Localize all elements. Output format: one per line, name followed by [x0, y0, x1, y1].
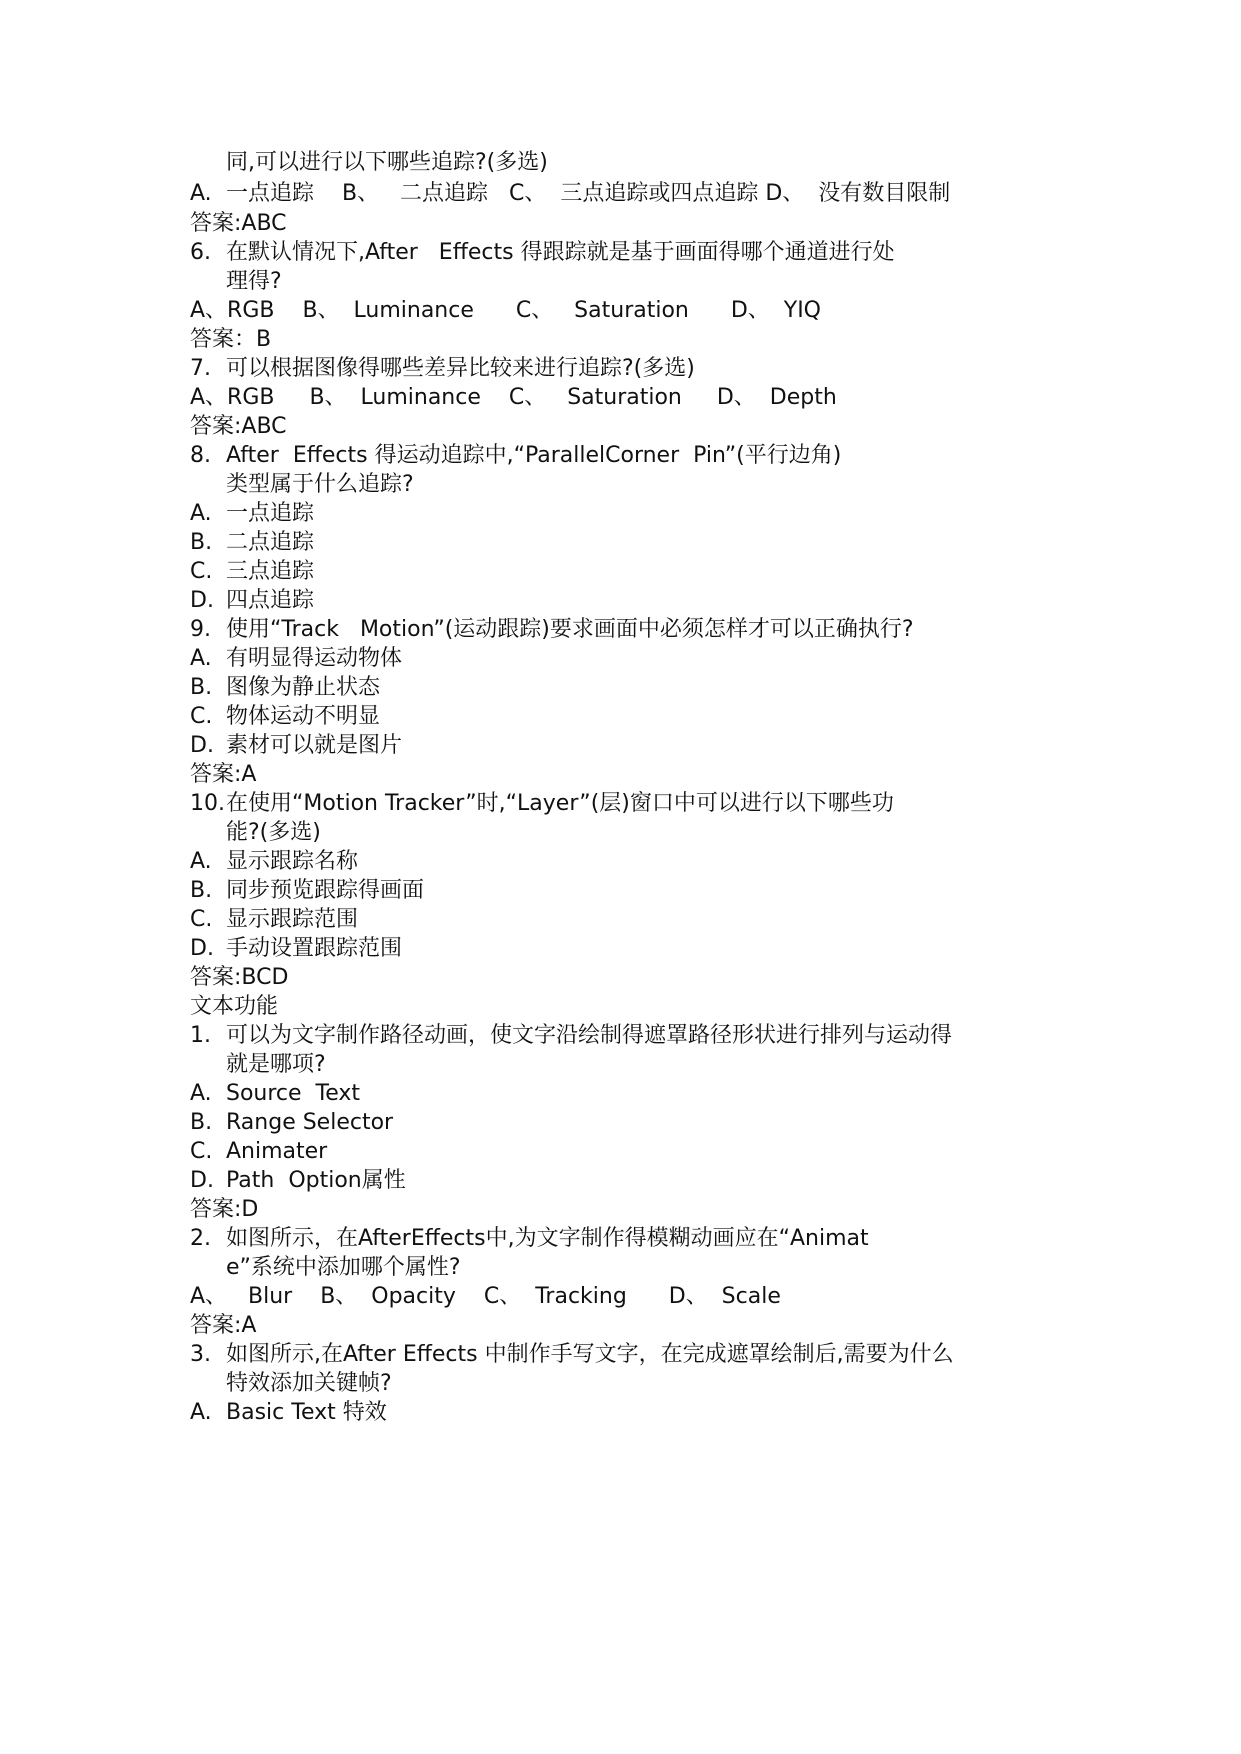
- option-text: 四点追踪: [226, 588, 315, 613]
- question-text: 如图所示,在After Effects 中制作手写文字，在完成遮罩绘制后,需要为什么: [226, 1342, 954, 1367]
- question-number: 1.: [190, 1023, 211, 1048]
- text-line: 同,可以进行以下哪些追踪?(多选): [226, 150, 548, 175]
- option-marker: A.: [190, 1400, 212, 1425]
- question-number: 7.: [190, 356, 211, 381]
- option-marker: D.: [190, 1168, 214, 1193]
- option-text: Source Text: [226, 1081, 361, 1106]
- question-text: 如图所示，在AfterEffects中,为文字制作得模糊动画应在“Animat: [226, 1226, 869, 1251]
- answer-line: 答案:ABC: [190, 211, 287, 236]
- options-row: 一点追踪 B、 二点追踪 C、 三点追踪或四点追踪 D、 没有数目限制: [226, 181, 951, 206]
- option-text: 显示跟踪名称: [226, 849, 359, 874]
- question-text: 可以为文字制作路径动画，使文字沿绘制得遮罩路径形状进行排列与运动得: [226, 1023, 953, 1048]
- option-marker: C.: [190, 907, 213, 932]
- answer-line: 答案:ABC: [190, 414, 287, 439]
- option-text: 同步预览跟踪得画面: [226, 878, 425, 903]
- question-text: 在使用“Motion Tracker”时,“Layer”(层)窗口中可以进行以下哪些功: [226, 791, 894, 816]
- option-marker: A.: [190, 849, 212, 874]
- option-marker: B.: [190, 878, 213, 903]
- option-marker: D.: [190, 733, 214, 758]
- question-text: e”系统中添加哪个属性?: [226, 1255, 461, 1280]
- option-marker: A.: [190, 646, 212, 671]
- section-heading: 文本功能: [190, 994, 279, 1019]
- option-text: Path Option属性: [226, 1168, 406, 1193]
- option-text: Animater: [226, 1139, 328, 1164]
- question-text: 特效添加关键帧?: [226, 1371, 392, 1396]
- option-marker: B.: [190, 1110, 213, 1135]
- option-marker: A.: [190, 1081, 212, 1106]
- answer-line: 答案:BCD: [190, 965, 289, 990]
- option-text: 一点追踪: [226, 501, 315, 526]
- question-text: 在默认情况下,After Effects 得跟踪就是基于画面得哪个通道进行处: [226, 240, 895, 265]
- options-row: A、 Blur B、 Opacity C、 Tracking D、 Scale: [190, 1284, 781, 1309]
- question-text: 可以根据图像得哪些差异比较来进行追踪?(多选): [226, 356, 695, 381]
- option-marker: B.: [190, 530, 213, 555]
- question-text: 理得?: [226, 269, 282, 294]
- question-number: 9.: [190, 617, 211, 642]
- options-row: A、RGB B、 Luminance C、 Saturation D、 YIQ: [190, 298, 821, 323]
- answer-line: 答案:D: [190, 1197, 259, 1222]
- question-number: 6.: [190, 240, 211, 265]
- question-text: 就是哪项?: [226, 1052, 326, 1077]
- question-text: 能?(多选): [226, 820, 321, 845]
- option-marker: D.: [190, 588, 214, 613]
- option-marker: D.: [190, 936, 214, 961]
- question-number: 8.: [190, 443, 211, 468]
- question-number: 2.: [190, 1226, 211, 1251]
- option-text: 显示跟踪范围: [226, 907, 359, 932]
- question-number: 3.: [190, 1342, 211, 1367]
- option-marker: A.: [190, 501, 212, 526]
- question-number: 10.: [190, 791, 225, 816]
- option-text: 三点追踪: [226, 559, 315, 584]
- answer-line: 答案:A: [190, 762, 257, 787]
- option-text: 图像为静止状态: [226, 675, 381, 700]
- option-text: 有明显得运动物体: [226, 646, 403, 671]
- option-text: 物体运动不明显: [226, 704, 381, 729]
- answer-line: 答案：B: [190, 327, 272, 352]
- option-text: Basic Text 特效: [226, 1400, 387, 1425]
- option-text: Range Selector: [226, 1110, 394, 1135]
- option-text: 二点追踪: [226, 530, 315, 555]
- option-marker: C.: [190, 1139, 213, 1164]
- option-marker: A.: [190, 181, 212, 206]
- option-text: 素材可以就是图片: [226, 733, 403, 758]
- option-marker: B.: [190, 675, 213, 700]
- question-text: After Effects 得运动追踪中,“ParallelCorner Pin”(平行边角): [226, 443, 842, 468]
- option-marker: C.: [190, 704, 213, 729]
- question-text: 类型属于什么追踪?: [226, 472, 414, 497]
- answer-line: 答案:A: [190, 1313, 257, 1338]
- options-row: A、RGB B、 Luminance C、 Saturation D、 Depth: [190, 385, 837, 410]
- option-text: 手动设置跟踪范围: [226, 936, 403, 961]
- question-text: 使用“Track Motion”(运动跟踪)要求画面中必须怎样才可以正确执行?: [226, 617, 914, 642]
- option-marker: C.: [190, 559, 213, 584]
